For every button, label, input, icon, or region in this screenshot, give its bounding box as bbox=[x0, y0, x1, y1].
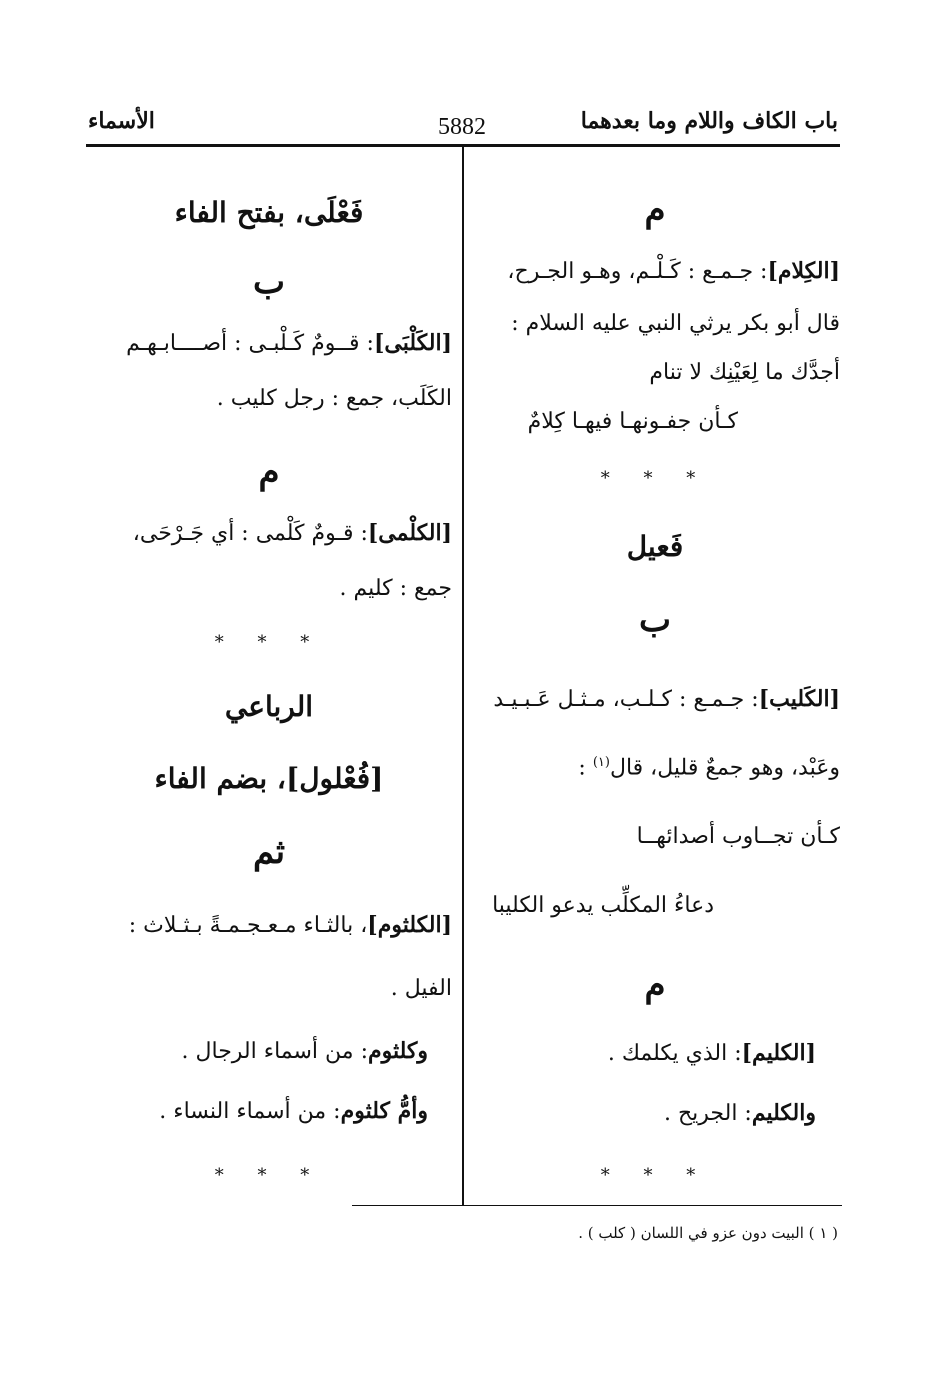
section-letter-mim: م bbox=[644, 965, 666, 1005]
section-separator: * * * bbox=[600, 468, 710, 489]
entry-wa-kalthum bbox=[182, 1038, 428, 1064]
entry-kalib bbox=[493, 686, 840, 712]
definition-kalim: : الذي يكلمك . bbox=[607, 1041, 742, 1066]
entry-umm-kalthum bbox=[159, 1098, 428, 1124]
definition-kalib-2: وعَبْد، وهو جمعٌ قليل، قال bbox=[609, 755, 840, 781]
pattern-heading: [فُعْلول]، بضم الفاء bbox=[154, 762, 384, 795]
section-separator: * * * bbox=[214, 632, 324, 653]
entry-kalba bbox=[126, 330, 452, 356]
entry-kalthum bbox=[129, 912, 452, 938]
pattern-heading: فَعْلَى، بفتح الفاء bbox=[174, 196, 364, 229]
definition-kalba: : قــومٌ كَـلْبـى : أصــــابـهـم bbox=[126, 331, 374, 356]
section-letter-ba: ب bbox=[252, 262, 285, 302]
term-kalma: [الكلْمى] bbox=[367, 520, 452, 546]
term-kalam: [الكِلام] bbox=[767, 258, 840, 284]
definition-kalim-2: : الجريح . bbox=[663, 1101, 752, 1126]
section-letter-tham: ثم bbox=[252, 832, 286, 872]
entry-kalam bbox=[478, 258, 840, 284]
term-kalim: [الكليم] bbox=[741, 1040, 816, 1066]
entry-kalim-1 bbox=[608, 1040, 816, 1066]
column-divider bbox=[462, 147, 464, 1205]
footnote: ( ١ ) البيت دون عزو في اللسان ( كلب ) . bbox=[578, 1224, 838, 1242]
entry-kalim-2 bbox=[664, 1100, 816, 1126]
footnote-marker: (١) bbox=[592, 755, 610, 770]
section-heading: الرباعي bbox=[224, 690, 314, 723]
running-header-right: باب الكاف واللام وما بعدهما bbox=[580, 108, 838, 134]
verse-line: كـأن جفـونهـا فيهـا كِلامٌ bbox=[527, 409, 738, 434]
definition-umm-kalthum: : من أسماء النساء . bbox=[159, 1099, 341, 1124]
entry-kalma bbox=[133, 520, 452, 546]
section-separator: * * * bbox=[600, 1165, 710, 1186]
section-letter-ba: ب bbox=[638, 600, 671, 640]
term-kalba: [الكَلْبَى] bbox=[373, 330, 452, 356]
term-kalib: [الكَليب] bbox=[758, 686, 840, 712]
definition-kalthum: ، بالثـاء مـعـجـمـةً بـثـلاث : bbox=[128, 913, 368, 938]
quote-intro: قال أبو بكر يرثي النبي عليه السلام : bbox=[511, 311, 840, 336]
page-number: 5882 bbox=[438, 114, 486, 140]
verse-line: كـأن تجــاوب أصدائهــا bbox=[636, 824, 840, 849]
term-wa-kalthum: وكلثوم bbox=[367, 1038, 428, 1064]
verse-line: دعاءُ المكلِّب يدعو الكليبا bbox=[492, 893, 714, 918]
definition-kalib: : جـمـع : كـلـب، مـثـل عَـبـيـد bbox=[493, 687, 759, 712]
term-kalim-2: والكليم bbox=[751, 1100, 816, 1126]
definition-kalam: : جـمـع : كَـلْـم، وهـو الجـرح، bbox=[507, 259, 768, 284]
definition-kalma: : قـومٌ كَلْمى : أي جَـرْحَى، bbox=[132, 521, 368, 546]
term-umm-kalthum: وأمُّ كلثوم bbox=[340, 1098, 428, 1124]
section-letter-mim: م bbox=[644, 190, 666, 230]
entry-kalib-cont bbox=[578, 755, 840, 780]
running-header-left: الأسماء bbox=[88, 108, 155, 134]
section-letter-mim: م bbox=[258, 452, 280, 492]
verse-line: أجدَّك ما لِعَيْنِك لا تنام bbox=[649, 360, 840, 385]
entry-kalthum-cont: الفيل . bbox=[390, 976, 452, 1001]
pattern-heading: فَعيل bbox=[626, 530, 684, 563]
entry-kalma-cont: جمع : كليم . bbox=[339, 576, 452, 601]
term-kalthum: [الكلثوم] bbox=[367, 912, 452, 938]
entry-kalba-cont: الكَلَب، جمع : رجل كليب . bbox=[216, 386, 452, 411]
section-separator: * * * bbox=[214, 1165, 324, 1186]
definition-wa-kalthum: : من أسماء الرجال . bbox=[181, 1039, 368, 1064]
definition-kalib-2-end: : bbox=[578, 755, 593, 781]
footnote-rule bbox=[352, 1205, 842, 1206]
